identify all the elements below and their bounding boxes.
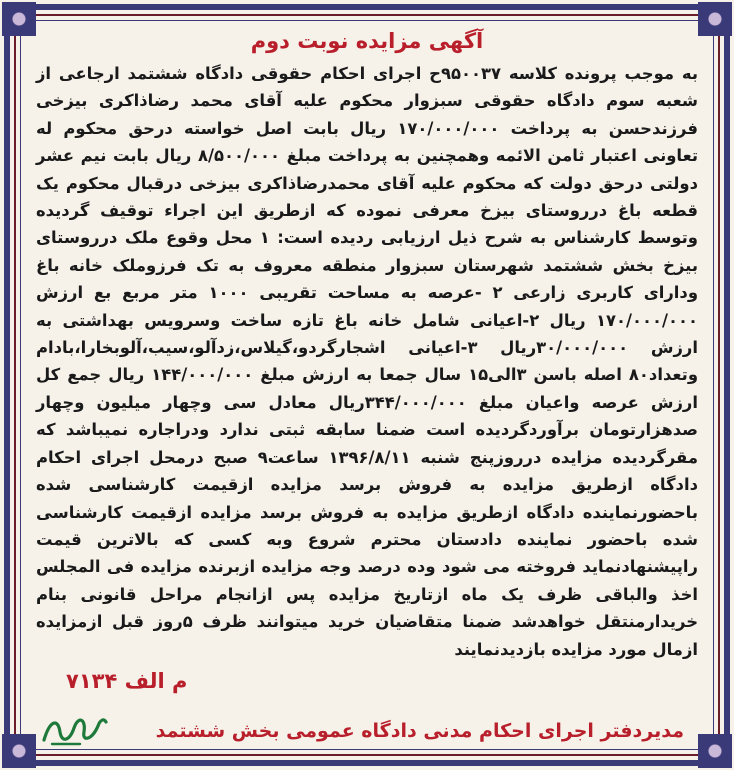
- notice-content: [36, 26, 698, 748]
- corner-ornament-icon: [698, 734, 732, 768]
- corner-ornament-icon: [698, 2, 732, 36]
- corner-ornament-icon: [2, 734, 36, 768]
- corner-ornament-icon: [2, 2, 36, 36]
- notice-body: به موجب پرونده کلاسه ۹۵۰۰۳۷ح اجرای احکام حقوقی دادگاه ششتمد ارجاعی از شعبه سوم دادگاه حقوقی سبزوار محکوم علیه آقای محمد رضاذاکری بیزخی فرزندحسن به پرداخت ۱۷۰/۰۰۰/۰۰۰ ریال بابت اصل خواسته درحق محکوم له تعاونی اعتبار ثامن الائمه وهمچنین به پرداخت مبلغ ۸/۵۰۰/۰۰۰ ریال بابت نیم عشر دولتی درحق دولت که محکوم علیه آقای محمدرضاذاکری بیزخی درقبال محکوم یک قطعه باغ درروستای بیزخ معرفی نموده که ازطریق این اجراء توقیف گردیده وتوسط کارشناس به شرح ذیل ارزیابی ردیده است: ۱ محل وقوع ملک درروستای بیزخ بخش ششتمد شهرستان سبزوار منطقه معروف به تک فرزوملک خانه باغ ودارای کاربری زارعی ۲ -عرصه به مساحت تقریبی ۱۰۰۰ متر مربع بع ارزش ۱۷۰/۰۰۰/۰۰۰ ریال ۲-اعیانی شامل خانه باغ تازه ساخت وسرویس بهداشتی به ارزش ۳۰/۰۰۰/۰۰۰ریال ۳-اعیانی اشجارگردو،گیلاس،زدآلو،سیب،آلوبخارا،بادام وتعداد۸۰ اصله باسن ۳الی۱۵ سال جمعا به ارزش مبلغ ۱۴۴/۰۰۰/۰۰۰ ریال جمع کل ارزش عرصه واعیان مبلغ ۳۴۴/۰۰۰/۰۰۰ریال معادل سی وچهار میلیون وچهار صدهزارتومان برآوردگردیده است ضمنا سابقه ثبتی ندارد ودراجاره نمیباشد که مقرگردیده مزایده درروزپنج شنبه ۱۳۹۶/۸/۱۱ ساعت۹ صبح درمحل اجرای احکام دادگاه ازطریق مزایده به فروش برسد مزایده ازقیمت کارشناسی شده باحضورنماینده دادگاه ازطریق مزایده به فروش برسد مزایده ازقیمت کارشناسی شده باحضور نماینده دادستان محترم شروع وبه کسی که بالاترین قیمت راپیشنهادنماید فروخته می شود وده درصد وجه مزایده ازبرنده مزایده فی المجلس اخذ والباقی ظرف یک ماه ازتاریخ مزایده پس ازانجام مراحل قانونی بنام خریدارمنتقل خواهدشد ضمنا متقاضیان خرید میتوانند ظرف ۵روز قبل ازمزایده ازمال مورد مزایده بازدیدنمایند: [36, 64, 699, 659]
- signature-line: مدیردفتر اجرای احکام مدنی دادگاه عمومی بخش ششتمد: [155, 720, 684, 742]
- footer: [36, 708, 698, 748]
- notice-title: آگهی مزایده نوبت دوم: [250, 29, 484, 53]
- reference-code: م الف ۷۱۳۴: [66, 668, 188, 693]
- handwritten-signature-icon: [40, 710, 110, 748]
